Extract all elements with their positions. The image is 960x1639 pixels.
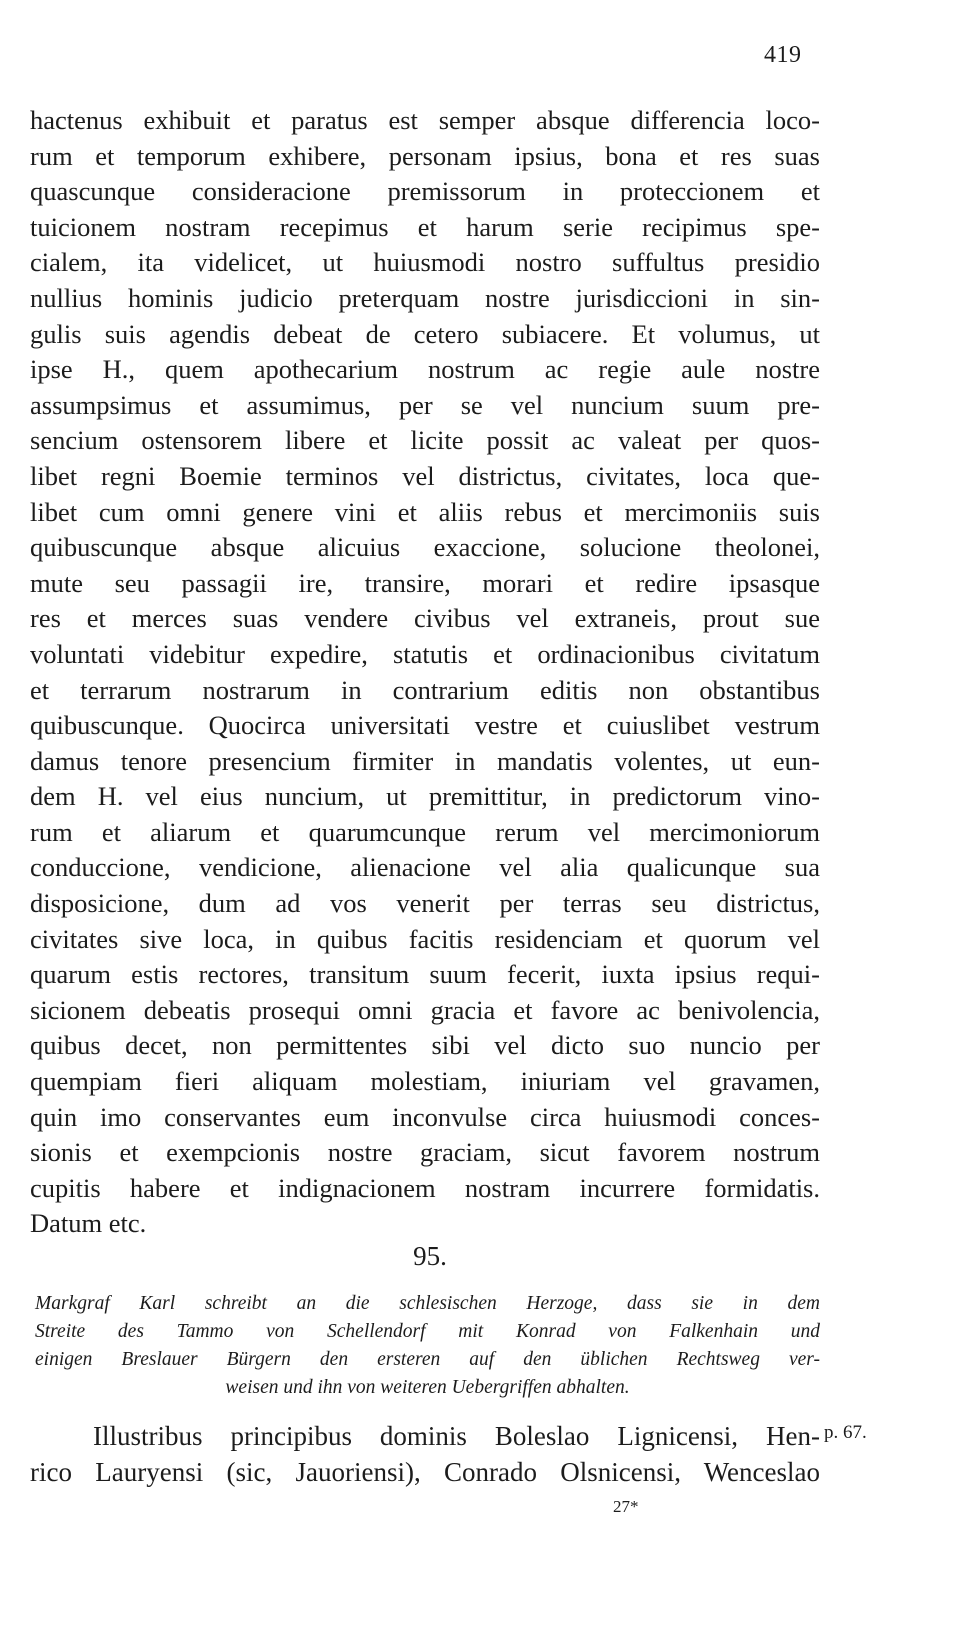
address-line: Illustribus principibus dominis Boleslao Lignicensi, Hen- bbox=[93, 1421, 820, 1451]
body-line: sencium ostensorem libere et licite possit ac valeat per quos- bbox=[30, 425, 820, 456]
body-line: res et merces suas vendere civibus vel extraneis, prout sue bbox=[30, 603, 820, 634]
body-line: cialem, ita videlicet, ut huiusmodi nostro suffultus presidio bbox=[30, 247, 820, 278]
summary-line: Streite des Tammo von Schellendorf mit Konrad von Falkenhain und bbox=[35, 1321, 820, 1342]
body-line: civitates sive loca, in quibus facitis residenciam et quorum vel bbox=[30, 923, 820, 954]
body-line: quibuscunque absque alicuius exaccione, solucione theolonei, bbox=[30, 532, 820, 563]
body-line: et terrarum nostrarum in contrarium editis non obstantibus bbox=[30, 674, 820, 705]
body-line: sionis et exempcionis nostre graciam, sicut favorem nostrum bbox=[30, 1137, 820, 1168]
body-line: voluntati videbitur expedire, statutis et ordinacionibus civitatum bbox=[30, 638, 820, 669]
address-line: rico Lauryensi (sic, Jauoriensi), Conrado Olsnicensi, Wenceslao bbox=[30, 1456, 820, 1487]
body-line: quempiam fieri aliquam molestiam, iniuriam vel gravamen, bbox=[30, 1066, 820, 1097]
body-line: gulis suis agendis debeat de cetero subiacere. Et volumus, ut bbox=[30, 318, 820, 349]
body-line: ipse H., quem apothecarium nostrum ac regie aule nostre bbox=[30, 354, 820, 385]
margin-note: p. 67. bbox=[824, 1422, 867, 1443]
body-text bbox=[30, 103, 820, 1242]
document-summary bbox=[35, 1290, 820, 1402]
body-line: quascunque consideracione premissorum in proteccionem et bbox=[30, 176, 820, 207]
body-line: disposicione, dum ad vos venerit per terras seu districtus, bbox=[30, 888, 820, 919]
page-number: 419 bbox=[764, 42, 802, 68]
signature-mark: 27* bbox=[613, 1497, 639, 1516]
body-line: mute seu passagii ire, transire, morari et redire ipsasque bbox=[30, 567, 820, 598]
body-line: quarum estis rectores, transitum suum fecerit, iuxta ipsius requi- bbox=[30, 959, 820, 990]
summary-line: einigen Breslauer Bürgern den ersteren auf den üblichen Rechtsweg ver- bbox=[35, 1349, 820, 1370]
body-line: cupitis habere et indignacionem nostram incurrere formidatis. bbox=[30, 1172, 820, 1203]
body-line: dem H. vel eius nuncium, ut premittitur, in predictorum vino- bbox=[30, 781, 820, 812]
summary-line: Markgraf Karl schreibt an die schlesischen Herzoge, dass sie in dem bbox=[35, 1293, 820, 1314]
document-number: 95. bbox=[413, 1241, 447, 1271]
body-line: sicionem debeatis prosequi omni gracia et favore ac benivolencia, bbox=[30, 994, 820, 1025]
body-line: conduccione, vendicione, alienacione vel alia qualicunque sua bbox=[30, 852, 820, 883]
summary-line: weisen und ihn von weiteren Uebergriffen abhalten. bbox=[225, 1377, 630, 1398]
body-line: tuicionem nostram recepimus et harum serie recipimus spe- bbox=[30, 211, 820, 242]
body-line: quibus decet, non permittentes sibi vel dicto suo nuncio per bbox=[30, 1030, 820, 1061]
body-line: hactenus exhibuit et paratus est semper absque differencia loco- bbox=[30, 105, 820, 135]
body-line: rum et temporum exhibere, personam ipsius, bona et res suas bbox=[30, 140, 820, 171]
body-line: libet cum omni genere vini et aliis rebus et mercimoniis suis bbox=[30, 496, 820, 527]
body-line: quibuscunque. Quocirca universitati vestre et cuiuslibet vestrum bbox=[30, 710, 820, 741]
body-line: Datum etc. bbox=[30, 1208, 147, 1239]
body-line: nullius hominis judicio preterquam nostre jurisdiccioni in sin- bbox=[30, 282, 820, 313]
body-line: rum et aliarum et quarumcunque rerum vel mercimoniorum bbox=[30, 816, 820, 847]
body-line: libet regni Boemie terminos vel districtus, civitates, loca que- bbox=[30, 460, 820, 491]
body-line: assumpsimus et assumimus, per se vel nuncium suum pre- bbox=[30, 389, 820, 420]
address-block bbox=[30, 1419, 820, 1490]
body-line: quin imo conservantes eum inconvulse circa huiusmodi conces- bbox=[30, 1101, 820, 1132]
body-line: damus tenore presencium firmiter in mandatis volentes, ut eun- bbox=[30, 745, 820, 776]
